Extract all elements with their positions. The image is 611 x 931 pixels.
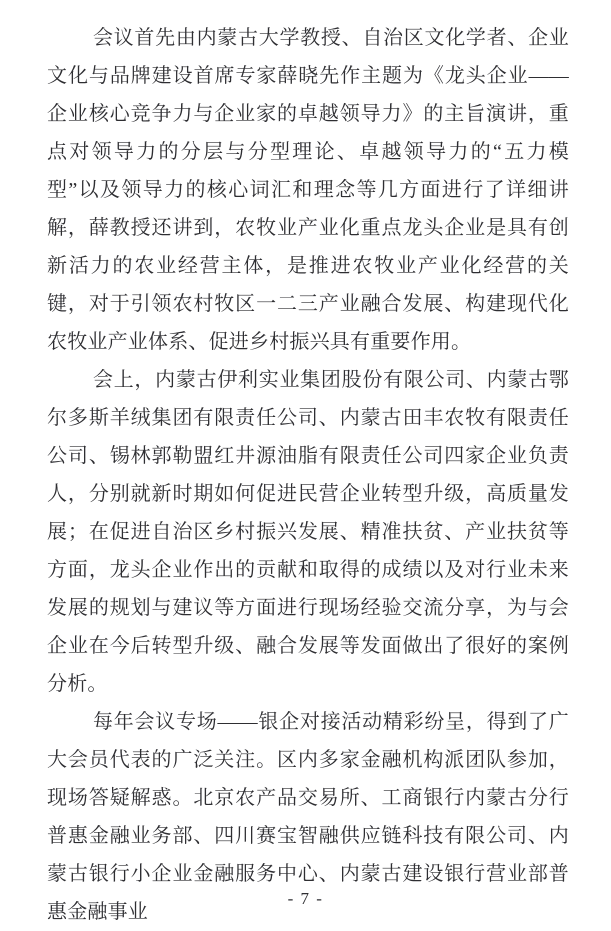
paragraph-bank-enterprise-session: 每年会议专场——银企对接活动精彩纷呈，得到了广大会员代表的广泛关注。区内多家金融机构派团队参加，现场答疑解惑。北京农产品交易所、工商银行内蒙古分行普惠金融业务部、四川赛宝智融供应链科技有限公司、内蒙古银行小企业金融服务中心、内蒙古建设银行营业部普惠金融事业 <box>47 711 569 923</box>
paragraph-enterprise-sharing: 会上，内蒙古伊利实业集团股份有限公司、内蒙古鄂尔多斯羊绒集团有限责任公司、内蒙古田丰农牧有限责任公司、锡林郭勒盟红井源油脂有限责任公司四家企业负责人，分别就新时期如何促进民营企业转型升级，高质量发展；在促进自治区乡村振兴发展、精准扶贫、产业扶贫等方面，龙头企业作出的贡献和取得的成绩以及对行业未来发展的规划与建议等方面进行现场经验交流分享，为与会企业在今后转型升级、融合发展等发面做出了很好的案例分析。 <box>47 369 569 695</box>
document-body <box>47 19 569 931</box>
page-number: - 7 - <box>287 889 324 908</box>
paragraph-speech: 会议首先由内蒙古大学教授、自治区文化学者、企业文化与品牌建设首席专家薛晓先作主题为《龙头企业——企业核心竞争力与企业家的卓越领导力》的主旨演讲，重点对领导力的分层与分型理论、卓越领导力的“五力模型”以及领导力的核心词汇和理念等几方面进行了详细讲解，薛教授还讲到，农牧业产业化重点龙头企业是具有创新活力的农业经营主体，是推进农牧业产业化经营的关键，对于引领农村牧区一二三产业融合发展、构建现代化农牧业产业体系、促进乡村振兴具有重要作用。 <box>47 27 569 353</box>
